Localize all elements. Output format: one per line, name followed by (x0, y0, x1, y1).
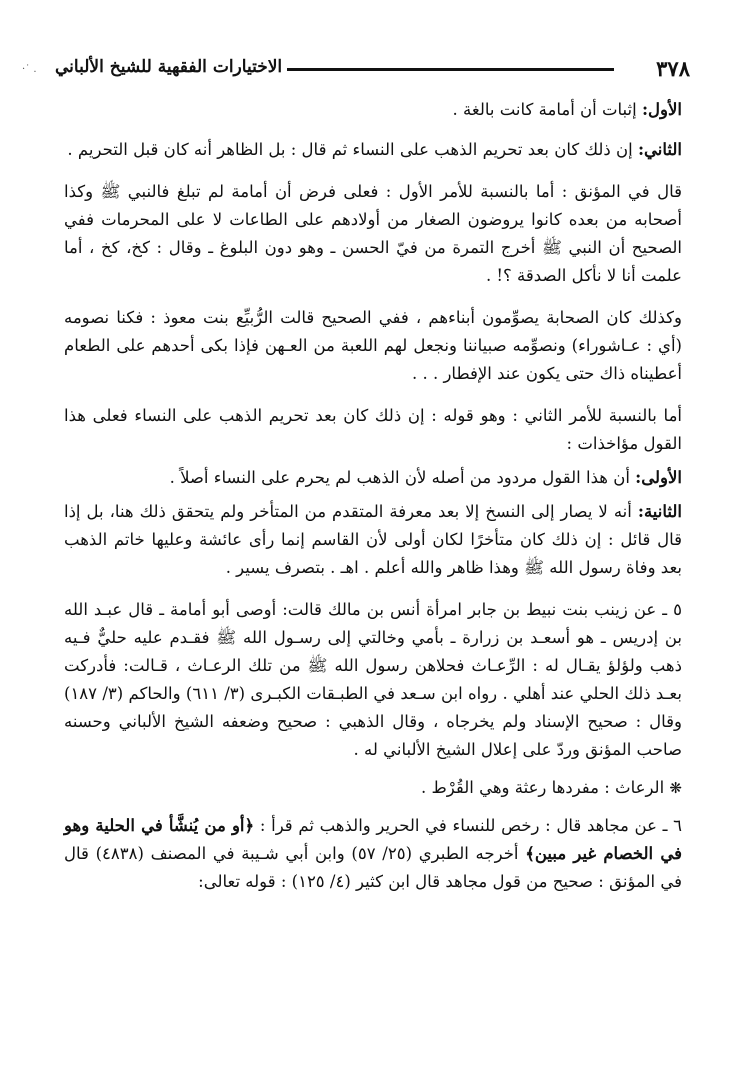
paragraph-second-matter: أما بالنسبة للأمر الثاني : وهو قوله : إن ذلك كان بعد تحريم الذهب على النساء فعلى هذا القول مؤاخذات : (64, 406, 682, 453)
page-header (55, 52, 690, 84)
page-number: ٣٧٨ (656, 56, 690, 81)
lead-objection-two: الثانية: (637, 502, 682, 521)
lead-objection-one: الأولى: (635, 468, 682, 487)
running-title: الاختيارات الفقهية للشيخ الألباني (55, 57, 283, 77)
page-body (64, 96, 682, 896)
quran-verse: ﴿أو من يُنشَّأ في الحلية وهو في الخصام غير مبين﴾ (64, 816, 682, 863)
paragraph-hadith-five: ٥ ـ عن زينب بنت نبيط بن جابر امرأة أنس بن مالك قالت: أوصى أبو أمامة ـ قال عبـد الله بن إدريس ـ هو أسعـد بن زرارة ـ بأمي وخالتي إلى رسـول الله ﷺ فقـدم عليه حليٌّ فـيه ذهب ولؤلؤ يقـال له : الرِّعـاث فحلاهن رسول الله ﷺ من تلك الرعـاث ، قـالت: فأدركت بعـد ذلك الحلي عند أهلي . رواه ابن سـعد في الطبـقات الكبـرى (٣/ ٦١١) والحاكم (٣/ ١٨٧) وقال : صحيح الإسناد ولم يخرجاه ، وقال الذهبي : صحيح وضعفه الشيخ الألباني وحسنه صاحب المؤنق وردّ على إعلال الشيخ الألباني له . (64, 600, 682, 759)
paragraph-muanaq-first: قال في المؤنق : أما بالنسبة للأمر الأول : فعلى فرض أن أمامة لم تبلغ فالنبي ﷺ وكذا أصحابه من بعده كانوا يروضون الصغار من أولادهم على الطاعات لا على المحرمات ففي الصحيح أن النبي ﷺ أخرج التمرة من فيّ الحسن ـ وهو دون البلوغ ـ وقال : كخ، كخ ، أما علمت أنا لا نأكل الصدقة ؟! . (64, 182, 682, 285)
paragraph-sahaba-fasting: وكذلك كان الصحابة يصوِّمون أبناءهم ، ففي الصحيح قالت الرُّبيِّع بنت معوذ : فكنا نصومه (أي : عـاشوراء) ونصوِّمه صبياننا ونجعل لهم اللعبة من العـهن فإذا بكى أحدهم على الطعام أعطيناه ذاك حتى يكون عند الإفطار . . . (64, 308, 682, 383)
asterisk-icon: ❋ (669, 779, 682, 797)
lead-second: الثاني: (637, 140, 682, 159)
lead-first: الأول: (641, 100, 682, 119)
paragraph-hadith-six: ٦ ـ عن مجاهد قال : رخص للنساء في الحرير والذهب ثم قرأ : ﴿أو من يُنشَّأ في الحلية وهو في الخصام غير مبين﴾ أخرجه الطبري (٢٥/ ٥٧) وابن أبي شـيبة في المصنف (٤٨٣٨) قال في المؤنق : صحيح من قول مجاهد قال ابن كثير (٤/ ١٢٥) : قوله تعالى: (64, 816, 683, 891)
footnote-rithath: ❋ الرعاث : مفردها رعثة وهي القُرْط . (421, 778, 682, 797)
paragraph-second-point: الثاني: إن ذلك كان بعد تحريم الذهب على النساء ثم قال : بل الظاهر أنه كان قبل التحريم . (67, 140, 682, 159)
scan-speck-decoration: ·˙ . (22, 64, 37, 75)
header-rule (287, 68, 614, 71)
paragraph-first-point: الأول: إثبات أن أمامة كانت بالغة . (452, 100, 682, 119)
paragraph-objection-two: الثانية: أنه لا يصار إلى النسخ إلا بعد معرفة المتقدم من المتأخر ولم يتحقق ذلك هنا، بل إذا قال قائل : إن ذلك كان متأخرًا لكان أولى لأن القاسم إنما رأى عائشة وعليها خاتم الذهب بعد وفاة رسول الله ﷺ وهذا ظاهر والله أعلم . اهـ . بتصرف يسير . (64, 502, 682, 577)
paragraph-objection-one: الأولى: أن هذا القول مردود من أصله لأن الذهب لم يحرم على النساء أصلاً . (169, 468, 682, 487)
